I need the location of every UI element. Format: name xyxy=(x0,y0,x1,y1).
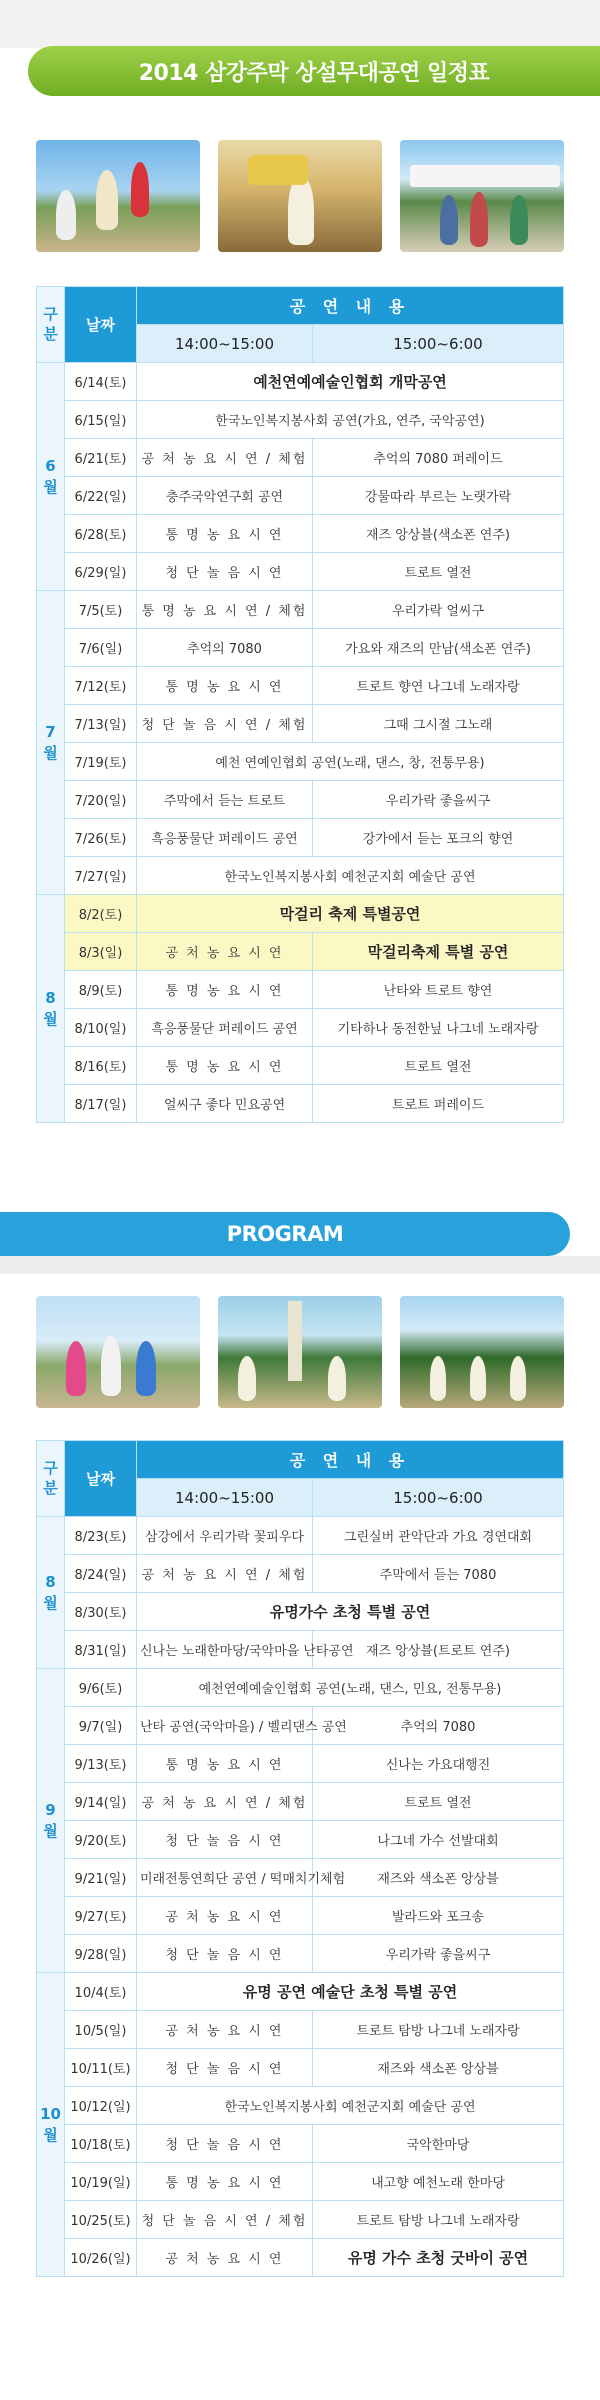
event-cell-1500: 유명 가수 초청 굿바이 공연 xyxy=(313,2239,564,2277)
header-content: 공 연 내 용 xyxy=(137,287,564,325)
event-cell-1400: 청 단 놀 음 시 연 / 체험 xyxy=(137,2201,313,2239)
table-row xyxy=(37,1669,564,1707)
event-cell-1500: 추억의 7080 xyxy=(313,1707,564,1745)
event-cell-1500: 트로트 열전 xyxy=(313,1783,564,1821)
schedule-table-1 xyxy=(36,286,564,1123)
event-cell-1400: 공 처 농 요 시 연 xyxy=(137,1897,313,1935)
event-cell-1400: 얼씨구 좋다 민요공연 xyxy=(137,1085,313,1123)
date-cell: 8/17(일) xyxy=(65,1085,137,1123)
top-band xyxy=(0,0,600,48)
photo-visitors xyxy=(400,140,564,252)
header-content: 공 연 내 용 xyxy=(137,1441,564,1479)
event-cell-1500: 가요와 재즈의 만남(색소폰 연주) xyxy=(313,629,564,667)
month-label: 9 월 xyxy=(37,1669,65,1973)
event-cell-1400: 충주국악연구회 공연 xyxy=(137,477,313,515)
date-cell: 8/9(토) xyxy=(65,971,137,1009)
date-cell: 7/5(토) xyxy=(65,591,137,629)
table-row xyxy=(37,705,564,743)
date-cell: 9/28(일) xyxy=(65,1935,137,1973)
event-cell-1400: 주막에서 듣는 트로트 xyxy=(137,781,313,819)
date-cell: 8/30(토) xyxy=(65,1593,137,1631)
event-cell-1400: 흑응풍물단 퍼레이드 공연 xyxy=(137,819,313,857)
event-cell-1400: 통 명 농 요 시 연 xyxy=(137,515,313,553)
event-cell-1400: 청 단 놀 음 시 연 xyxy=(137,1821,313,1859)
date-cell: 6/29(일) xyxy=(65,553,137,591)
event-cell-full: 막걸리 축제 특별공연 xyxy=(137,895,564,933)
date-cell: 6/14(토) xyxy=(65,363,137,401)
date-cell: 8/3(일) xyxy=(65,933,137,971)
table-row xyxy=(37,2125,564,2163)
table-row xyxy=(37,2087,564,2125)
photo-banner-parade xyxy=(218,1296,382,1408)
event-cell-1500: 트로트 열전 xyxy=(313,553,564,591)
header-time-1: 14:00~15:00 xyxy=(137,1479,313,1517)
event-cell-1400: 청 단 놀 음 시 연 xyxy=(137,2049,313,2087)
photo-dancers-hanbok xyxy=(36,1296,200,1408)
date-cell: 9/6(토) xyxy=(65,1669,137,1707)
month-label: 8 월 xyxy=(37,895,65,1123)
table-row xyxy=(37,1973,564,2011)
date-cell: 6/21(토) xyxy=(65,439,137,477)
event-cell-1500: 재즈 앙상블(트로트 연주) xyxy=(313,1631,564,1669)
event-cell-1400: 공 처 농 요 시 연 xyxy=(137,933,313,971)
event-cell-1400: 난타 공연(국악마을) / 벨리댄스 공연 xyxy=(137,1707,313,1745)
date-cell: 9/21(일) xyxy=(65,1859,137,1897)
table-row xyxy=(37,1085,564,1123)
date-cell: 10/12(일) xyxy=(65,2087,137,2125)
event-cell-1500: 재즈와 색소폰 앙상블 xyxy=(313,1859,564,1897)
event-cell-1400: 청 단 놀 음 시 연 xyxy=(137,553,313,591)
table-row xyxy=(37,819,564,857)
month-label: 10 월 xyxy=(37,1973,65,2277)
event-cell-1400: 흑응풍물단 퍼레이드 공연 xyxy=(137,1009,313,1047)
table-row xyxy=(37,1783,564,1821)
table-row xyxy=(37,1935,564,1973)
photo-village-dance xyxy=(400,1296,564,1408)
month-label: 8 월 xyxy=(37,1517,65,1669)
date-cell: 10/11(토) xyxy=(65,2049,137,2087)
event-cell-1500: 발라드와 포크송 xyxy=(313,1897,564,1935)
date-cell: 10/5(일) xyxy=(65,2011,137,2049)
table-row xyxy=(37,1707,564,1745)
event-cell-1400: 통 명 농 요 시 연 xyxy=(137,1047,313,1085)
event-cell-1400: 신나는 노래한마당/국악마을 난타공연 xyxy=(137,1631,313,1669)
table-row xyxy=(37,1047,564,1085)
event-cell-1400: 공 처 농 요 시 연 xyxy=(137,2239,313,2277)
month-label: 7 월 xyxy=(37,591,65,895)
event-cell-full: 한국노인복지봉사회 공연(가요, 연주, 국악공연) xyxy=(137,401,564,439)
event-cell-1500: 난타와 트로트 향연 xyxy=(313,971,564,1009)
event-cell-1500: 우리가락 얼씨구 xyxy=(313,591,564,629)
event-cell-1400: 청 단 놀 음 시 연 xyxy=(137,2125,313,2163)
event-cell-1500: 트로트 탐방 나그네 노래자랑 xyxy=(313,2011,564,2049)
table-row xyxy=(37,743,564,781)
date-cell: 10/19(일) xyxy=(65,2163,137,2201)
event-cell-full: 예천연예예술인협회 개막공연 xyxy=(137,363,564,401)
table-row xyxy=(37,1593,564,1631)
date-cell: 9/14(일) xyxy=(65,1783,137,1821)
date-cell: 7/20(일) xyxy=(65,781,137,819)
event-cell-1500: 재즈 앙상블(색소폰 연주) xyxy=(313,515,564,553)
event-cell-1500: 기타하나 동전한닢 나그네 노래자랑 xyxy=(313,1009,564,1047)
event-cell-full: 유명 공연 예술단 초청 특별 공연 xyxy=(137,1973,564,2011)
event-cell-1400: 공 처 농 요 시 연 xyxy=(137,2011,313,2049)
event-cell-full: 유명가수 초청 특별 공연 xyxy=(137,1593,564,1631)
event-cell-1400: 청 단 놀 음 시 연 / 체험 xyxy=(137,705,313,743)
date-cell: 8/10(일) xyxy=(65,1009,137,1047)
page-title: 2014 삼강주막 상설무대공연 일정표 xyxy=(28,46,600,96)
date-cell: 7/26(토) xyxy=(65,819,137,857)
header-date: 날짜 xyxy=(65,287,137,363)
table-row xyxy=(37,1009,564,1047)
month-label: 6 월 xyxy=(37,363,65,591)
event-cell-1500: 트로트 향연 나그네 노래자랑 xyxy=(313,667,564,705)
event-cell-full: 예천 연예인협회 공연(노래, 댄스, 창, 전통무용) xyxy=(137,743,564,781)
date-cell: 7/6(일) xyxy=(65,629,137,667)
table-row xyxy=(37,1821,564,1859)
table-row xyxy=(37,477,564,515)
event-cell-1400: 공 처 농 요 시 연 / 체험 xyxy=(137,1783,313,1821)
header-gubun: 구 분 xyxy=(37,1441,65,1517)
date-cell: 7/12(토) xyxy=(65,667,137,705)
event-cell-full: 예천연예예술인협회 공연(노래, 댄스, 민요, 전통무용) xyxy=(137,1669,564,1707)
header-time-1: 14:00~15:00 xyxy=(137,325,313,363)
event-cell-1500: 트로트 탐방 나그네 노래자랑 xyxy=(313,2201,564,2239)
table-row xyxy=(37,591,564,629)
event-cell-1500: 재즈와 색소폰 앙상블 xyxy=(313,2049,564,2087)
table-row xyxy=(37,1745,564,1783)
table-row xyxy=(37,1517,564,1555)
event-cell-1500: 그때 그시절 그노래 xyxy=(313,705,564,743)
table-row xyxy=(37,515,564,553)
date-cell: 8/24(일) xyxy=(65,1555,137,1593)
date-cell: 6/22(일) xyxy=(65,477,137,515)
event-cell-1400: 통 명 농 요 시 연 xyxy=(137,667,313,705)
event-cell-1500: 나그네 가수 선발대회 xyxy=(313,1821,564,1859)
event-cell-1500: 우리가락 좋을씨구 xyxy=(313,1935,564,1973)
date-cell: 10/25(토) xyxy=(65,2201,137,2239)
photo-stage-dancer xyxy=(218,140,382,252)
date-cell: 7/27(일) xyxy=(65,857,137,895)
table-row xyxy=(37,857,564,895)
header-date: 날짜 xyxy=(65,1441,137,1517)
date-cell: 10/26(일) xyxy=(65,2239,137,2277)
event-cell-1400: 통 명 농 요 시 연 xyxy=(137,1745,313,1783)
event-cell-1500: 우리가락 좋을씨구 xyxy=(313,781,564,819)
header-gubun: 구 분 xyxy=(37,287,65,363)
table-row xyxy=(37,1631,564,1669)
event-cell-1500: 신나는 가요대행진 xyxy=(313,1745,564,1783)
table-row xyxy=(37,2201,564,2239)
table-row xyxy=(37,439,564,477)
date-cell: 9/20(토) xyxy=(65,1821,137,1859)
date-cell: 9/7(일) xyxy=(65,1707,137,1745)
date-cell: 9/13(토) xyxy=(65,1745,137,1783)
table-row xyxy=(37,1859,564,1897)
table-row xyxy=(37,2239,564,2277)
event-cell-1500: 강물따라 부르는 노랫가락 xyxy=(313,477,564,515)
event-cell-1400: 공 처 농 요 시 연 / 체험 xyxy=(137,1555,313,1593)
header-time-2: 15:00~6:00 xyxy=(313,1479,564,1517)
event-cell-1500: 트로트 퍼레이드 xyxy=(313,1085,564,1123)
program-band xyxy=(0,1256,600,1274)
date-cell: 10/18(토) xyxy=(65,2125,137,2163)
header-time-2: 15:00~6:00 xyxy=(313,325,564,363)
table-row xyxy=(37,781,564,819)
table-row xyxy=(37,1897,564,1935)
event-cell-1500: 그린실버 관악단과 가요 경연대회 xyxy=(313,1517,564,1555)
event-cell-1400: 추억의 7080 xyxy=(137,629,313,667)
date-cell: 6/28(토) xyxy=(65,515,137,553)
date-cell: 10/4(토) xyxy=(65,1973,137,2011)
date-cell: 8/23(토) xyxy=(65,1517,137,1555)
event-cell-1500: 막걸리축제 특별 공연 xyxy=(313,933,564,971)
event-cell-1500: 강가에서 듣는 포크의 향연 xyxy=(313,819,564,857)
date-cell: 6/15(일) xyxy=(65,401,137,439)
photo-folk-performance xyxy=(36,140,200,252)
table-row xyxy=(37,553,564,591)
date-cell: 8/16(토) xyxy=(65,1047,137,1085)
table-row xyxy=(37,1555,564,1593)
schedule-table-2 xyxy=(36,1440,564,2277)
event-cell-full: 한국노인복지봉사회 예천군지회 예술단 공연 xyxy=(137,2087,564,2125)
photo-strip-top xyxy=(36,140,564,252)
event-cell-1500: 추억의 7080 퍼레이드 xyxy=(313,439,564,477)
event-cell-1500: 내고향 예천노래 한마당 xyxy=(313,2163,564,2201)
table-row xyxy=(37,2163,564,2201)
event-cell-full: 한국노인복지봉사회 예천군지회 예술단 공연 xyxy=(137,857,564,895)
program-banner: PROGRAM xyxy=(0,1212,570,1256)
table-row xyxy=(37,933,564,971)
date-cell: 8/2(토) xyxy=(65,895,137,933)
table-row xyxy=(37,629,564,667)
event-cell-1500: 국악한마당 xyxy=(313,2125,564,2163)
photo-strip-bottom xyxy=(36,1296,564,1408)
table-row xyxy=(37,667,564,705)
event-cell-1400: 통 명 농 요 시 연 xyxy=(137,2163,313,2201)
event-cell-1400: 통 명 농 요 시 연 xyxy=(137,971,313,1009)
table-row xyxy=(37,895,564,933)
event-cell-1500: 주막에서 듣는 7080 xyxy=(313,1555,564,1593)
table-row xyxy=(37,971,564,1009)
event-cell-1400: 삼강에서 우리가락 꽃피우다 xyxy=(137,1517,313,1555)
table-row xyxy=(37,2011,564,2049)
date-cell: 7/13(일) xyxy=(65,705,137,743)
event-cell-1400: 통 명 농 요 시 연 / 체험 xyxy=(137,591,313,629)
event-cell-1500: 트로트 열전 xyxy=(313,1047,564,1085)
table-row xyxy=(37,363,564,401)
event-cell-1400: 미래전통연희단 공연 / 떡매치기체험 xyxy=(137,1859,313,1897)
date-cell: 7/19(토) xyxy=(65,743,137,781)
table-row xyxy=(37,401,564,439)
date-cell: 8/31(일) xyxy=(65,1631,137,1669)
date-cell: 9/27(토) xyxy=(65,1897,137,1935)
table-row xyxy=(37,2049,564,2087)
event-cell-1400: 공 처 농 요 시 연 / 체험 xyxy=(137,439,313,477)
event-cell-1400: 청 단 놀 음 시 연 xyxy=(137,1935,313,1973)
